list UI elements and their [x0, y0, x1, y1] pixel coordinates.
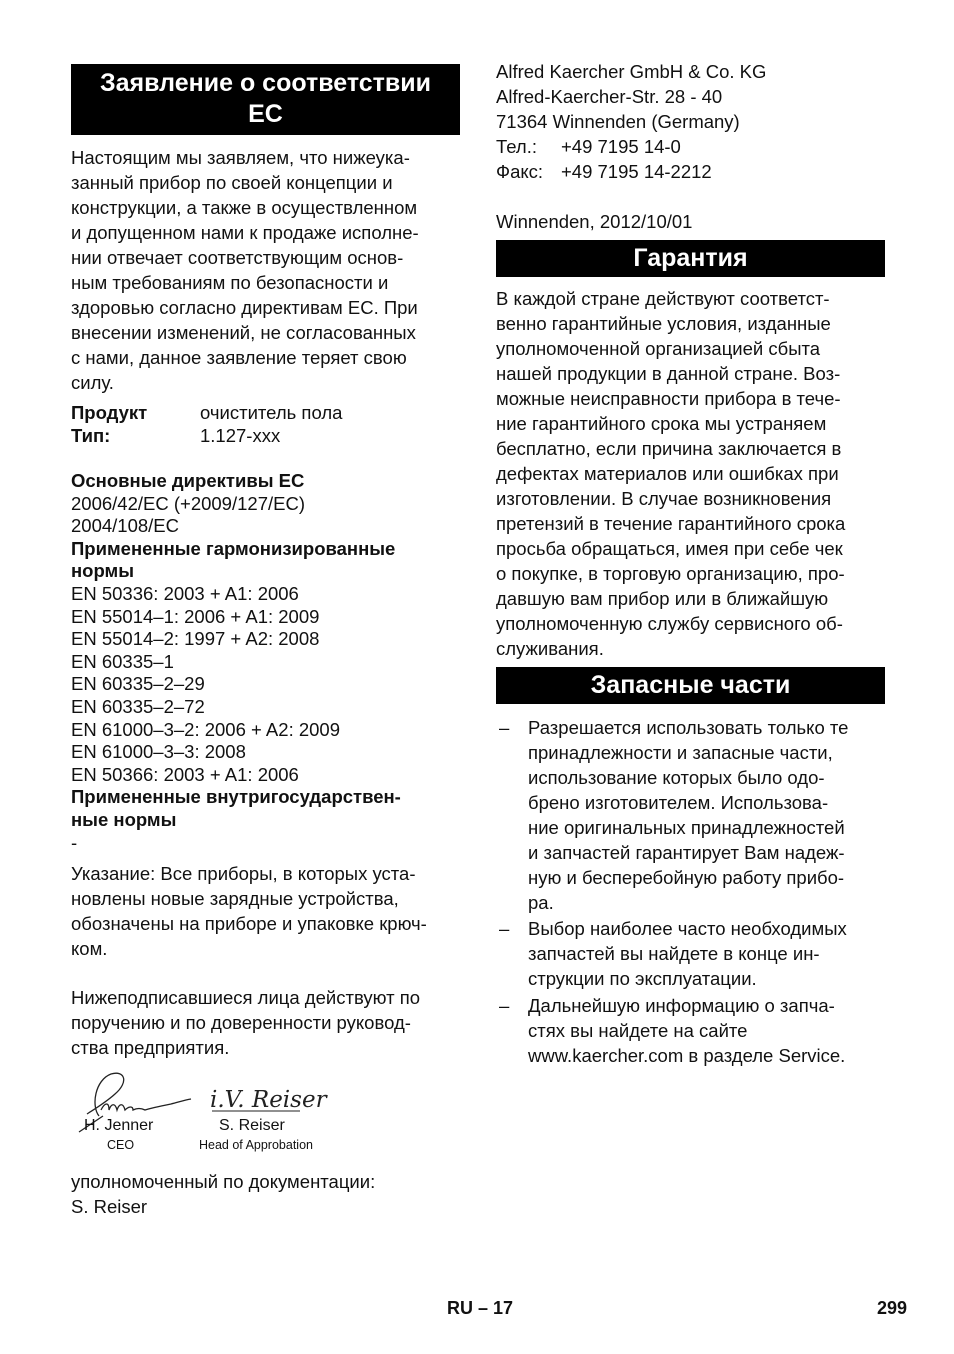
bullet-line: ную и бесперебойную работу прибо-: [528, 867, 845, 888]
standards-block: [71, 470, 401, 854]
bullet-line: принадлежности и запасные части,: [528, 742, 833, 763]
directive-item: 2004/108/EC: [71, 515, 180, 537]
bullet-line: ра.: [528, 892, 554, 913]
standard-item: EN 60335–1: [71, 650, 174, 672]
warranty-line: о покупке, в торговую организацию, про-: [496, 563, 845, 584]
warranty-line: претензий в течение гарантийного срока: [496, 513, 846, 534]
intro-line: конструкции, а также в осуществленном: [71, 197, 418, 218]
intro-line: ным требованиям по безопасности и: [71, 272, 389, 293]
warranty-line: ние гарантийного срока мы устраняем: [496, 413, 827, 434]
address-line: Alfred Kaercher GmbH & Co. KG: [496, 61, 767, 82]
place-date: Winnenden, 2012/10/01: [496, 211, 693, 232]
tel-label: Тел.:: [496, 136, 538, 157]
warranty-line: нашей продукции в данной стране. Воз-: [496, 363, 841, 384]
standard-item: EN 60335–2–72: [71, 695, 205, 717]
warranty-line: можные неисправности прибора в тече-: [496, 388, 841, 409]
standard-item: EN 50366: 2003 + A1: 2006: [71, 763, 299, 785]
warranty-line: служивания.: [496, 638, 604, 659]
bullet-line: www.kaercher.com в разделе Service.: [528, 1045, 846, 1066]
national-heading-line2: ные нормы: [71, 808, 177, 830]
note-line: Указание: Все приборы, в которых уста-: [71, 863, 416, 884]
authorized-name: S. Reiser: [71, 1196, 148, 1217]
warranty-line: давшую вам прибор или в ближайшую: [496, 588, 829, 609]
bullet-line: ние оригинальных принадлежностей: [528, 817, 845, 838]
authorized-person: [71, 1169, 375, 1219]
fax-value: +49 7195 14-2212: [561, 161, 712, 182]
warranty-line: В каждой стране действуют соответст-: [496, 288, 830, 309]
charger-note: [71, 861, 427, 961]
authorized-label: уполномоченный по документации:: [71, 1171, 376, 1192]
standard-item: EN 61000–3–3: 2008: [71, 741, 246, 763]
intro-line: с нами, данное заявление теряет свою: [71, 347, 407, 368]
product-label: Продукт: [71, 402, 148, 423]
bullet-line: стях вы найдете на сайте: [528, 1020, 748, 1041]
signatories-line: ства предприятия.: [71, 1037, 230, 1058]
signatories-line: Нижеподписавшиеся лица действуют по: [71, 987, 420, 1008]
warranty-line: просьба обращаться, имея при себе чек: [496, 538, 843, 559]
intro-line: и допущенном нами к продаже исполне-: [71, 222, 419, 243]
warranty-line: изготовлении. В случае возникновения: [496, 488, 832, 509]
signature-reiser: [208, 1078, 327, 1118]
bullet-dash: –: [499, 717, 510, 738]
type-value: 1.127-xxx: [200, 425, 281, 446]
address-line: Alfred-Kaercher-Str. 28 - 40: [496, 86, 723, 107]
standard-item: EN 60335–2–29: [71, 673, 205, 695]
manufacturer-address: [496, 59, 766, 184]
note-line: новлены новые зарядные устройства,: [71, 888, 399, 909]
section-page-label: RU – 17: [447, 1298, 514, 1318]
intro-line: нии отвечает соответствующим основ-: [71, 247, 404, 268]
national-heading-line1: Примененные внутригосударствен-: [71, 786, 401, 808]
note-line: ком.: [71, 938, 108, 959]
intro-line: силу.: [71, 372, 114, 393]
declaration-heading-line2: ЕС: [248, 100, 283, 128]
intro-line: внесении изменений, не согласованных: [71, 322, 416, 343]
bullet-dash: –: [499, 918, 510, 939]
spare-parts-heading: Запасные части: [496, 667, 885, 704]
warranty-line: уполномоченную службу сервисного об-: [496, 613, 843, 634]
fax-label: Факс:: [496, 161, 544, 182]
intro-line: здоровью согласно директивам ЕС. При: [71, 297, 418, 318]
note-line: обозначены на приборе и упаковке крюч-: [71, 913, 427, 934]
bullet-line: и запчастей гарантирует Вам надеж-: [528, 842, 845, 863]
intro-line: Настоящим мы заявляем, что нижеука-: [71, 147, 410, 168]
type-label: Тип:: [71, 425, 111, 446]
standard-item: EN 55014–1: 2006 + A1: 2009: [71, 605, 320, 627]
fax-line: [496, 159, 766, 184]
declaration-intro: [71, 145, 419, 395]
directives-heading: Основные директивы ЕС: [71, 470, 305, 491]
signatories-text: [71, 985, 420, 1060]
warranty-line: дефектах материалов или ошибках при: [496, 463, 839, 484]
bullet-line: Дальнейшую информацию о запча-: [528, 995, 835, 1016]
signer1-role: CEO: [107, 1138, 135, 1152]
declaration-heading-line1: Заявление о соответствии: [99, 69, 432, 97]
national-value: -: [71, 831, 78, 853]
standard-item: EN 50336: 2003 + A1: 2006: [71, 582, 299, 604]
declaration-heading: [71, 64, 460, 135]
address-line: 71364 Winnenden (Germany): [496, 111, 740, 132]
warranty-line: венно гарантийные условия, изданные: [496, 313, 831, 334]
signature-reiser-script: i.V. Reiser: [210, 1087, 327, 1113]
product-value: очиститель пола: [200, 402, 343, 423]
harmonized-heading-line1: Примененные гармонизированные: [71, 537, 396, 559]
bullet-line: Разрешается использовать только те: [528, 717, 849, 738]
harmonized-heading-line2: нормы: [71, 560, 135, 582]
product-row: [71, 402, 342, 424]
bullet-line: запчастей вы найдете в конце ин-: [528, 943, 820, 964]
signer2-role: Head of Approbation: [199, 1138, 313, 1152]
signer1-name: H. Jenner: [84, 1117, 154, 1134]
bullet-line: Выбор наиболее часто необходимых: [528, 918, 847, 939]
bullet-dash: –: [499, 995, 510, 1016]
signatories-line: поручению и по доверенности руковод-: [71, 1012, 411, 1033]
warranty-line: бесплатно, если причина заключается в: [496, 438, 842, 459]
warranty-line: уполномоченной организацией сбыта: [496, 338, 821, 359]
directive-item: 2006/42/EC (+2009/127/EC): [71, 492, 305, 514]
tel-value: +49 7195 14-0: [561, 136, 681, 157]
standard-item: EN 61000–3–2: 2006 + A2: 2009: [71, 718, 340, 740]
bullet-line: струкции по эксплуатации.: [528, 968, 757, 989]
standard-item: EN 55014–2: 1997 + A2: 2008: [71, 628, 320, 650]
warranty-text: [496, 286, 845, 661]
bullet-line: брено изготовителем. Использова-: [528, 792, 829, 813]
warranty-heading: Гарантия: [496, 240, 885, 277]
tel-line: [496, 134, 766, 159]
intro-line: занный прибор по своей концепции и: [71, 172, 393, 193]
page-number: 299: [877, 1298, 908, 1318]
bullet-line: использование которых было одо-: [528, 767, 825, 788]
type-row: [71, 425, 280, 447]
signer2-name: S. Reiser: [219, 1117, 285, 1134]
